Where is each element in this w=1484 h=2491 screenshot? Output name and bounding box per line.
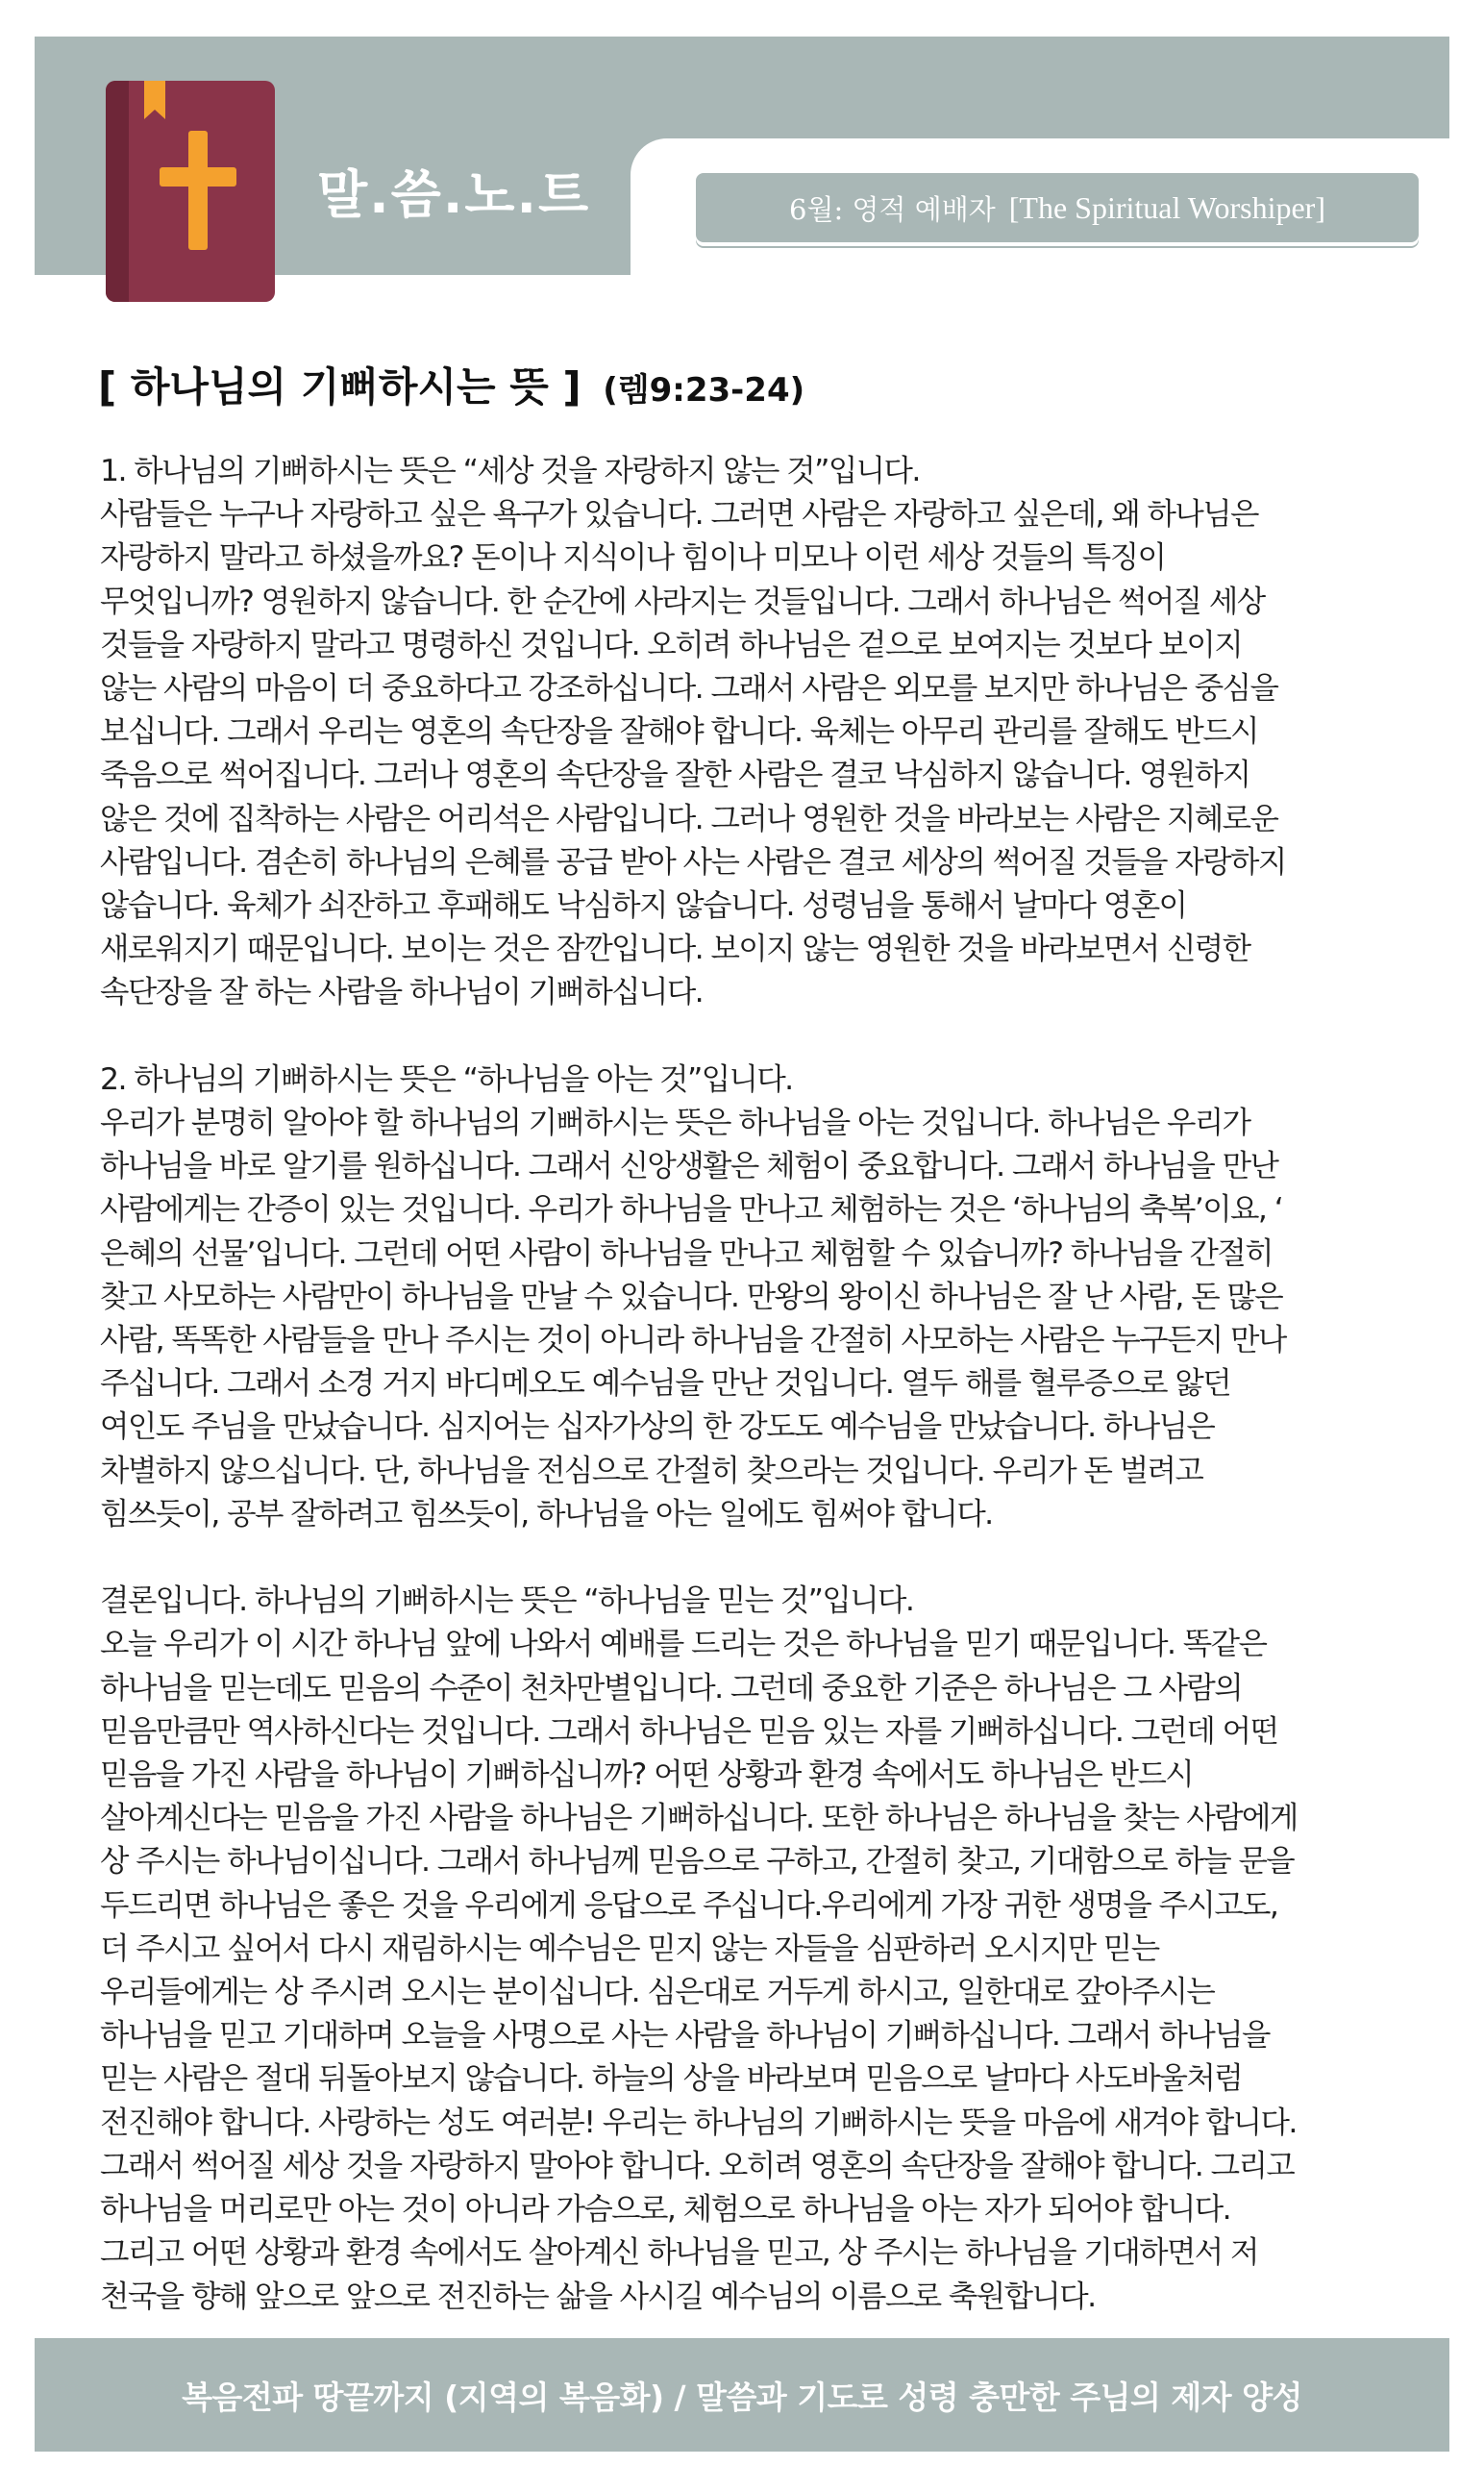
page-header-title: 말.씀.노.트 (317, 164, 591, 225)
body-line: 두드리면 하나님은 좋은 것을 우리에게 응답으로 주십니다.우리에게 가장 귀한 생명을 주시고도, (100, 1887, 1278, 1923)
body-line: 하나님을 머리로만 아는 것이 아니라 가슴으로, 체험으로 하나님을 아는 자가 되어야 합니다. (100, 2192, 1231, 2228)
series-badge (696, 173, 1419, 242)
series-title-en: [The Spiritual Worshiper] (1008, 189, 1325, 225)
body-line: 하나님을 바로 알기를 원하십니다. 그래서 신앙생활은 체험이 중요합니다. 그래서 하나님을 만난 (100, 1149, 1278, 1184)
sermon-title (98, 356, 804, 413)
body-line: 결론입니다. 하나님의 기뻐하시는 뜻은 “하나님을 믿는 것”입니다. (100, 1583, 914, 1619)
body-line: 차별하지 않으십니다. 단, 하나님을 전심으로 간절히 찾으라는 것입니다. 우리가 돈 벌려고 (100, 1453, 1203, 1488)
body-line: 믿는 사람은 절대 뒤돌아보지 않습니다. 하늘의 상을 바라보며 믿음으로 날마다 사도바울처럼 (100, 2061, 1243, 2097)
body-line: 사람들은 누구나 자랑하고 싶은 욕구가 있습니다. 그러면 사람은 자랑하고 싶은데, 왜 하나님은 (100, 497, 1258, 533)
body-line: 죽음으로 썩어집니다. 그러나 영혼의 속단장을 잘한 사람은 결코 낙심하지 않습니다. 영원하지 (100, 758, 1250, 793)
body-line: 않는 사람의 마음이 더 중요하다고 강조하십니다. 그래서 사람은 외모를 보지만 하나님은 중심을 (100, 671, 1278, 707)
sermon-title-text: [ 하나님의 기뻐하시는 뜻 ] (98, 363, 581, 411)
body-line: 1. 하나님의 기뻐하시는 뜻은 “세상 것을 자랑하지 않는 것”입니다. (100, 454, 920, 488)
body-line: 사람, 똑똑한 사람들을 만나 주시는 것이 아니라 하나님을 간절히 사모하는 사람은 누구든지 만나 (100, 1323, 1286, 1358)
body-line: 속단장을 잘 하는 사람을 하나님이 기뻐하십니다. (100, 975, 704, 1010)
body-line: 천국을 향해 앞으로 앞으로 전진하는 삶을 사시길 예수님의 이름으로 축원합니다. (100, 2279, 1096, 2314)
paragraph-gap (100, 1536, 1388, 1580)
body-line: 더 주시고 싶어서 다시 재림하시는 예수님은 믿지 않는 자들을 심판하러 오시지만 믿는 (100, 1931, 1159, 1966)
body-line: 믿음을 가진 사람을 하나님이 기뻐하십니까? 어떤 상황과 환경 속에서도 하나님은 반드시 (100, 1757, 1194, 1793)
bible-book-icon (106, 81, 275, 302)
body-line: 믿음만큼만 역사하신다는 것입니다. 그래서 하나님은 믿음 있는 자를 기뻐하십니다. 그런데 어떤 (100, 1713, 1278, 1749)
body-line: 상 주시는 하나님이십니다. 그래서 하나님께 믿음으로 구하고, 간절히 찾고, 기대함으로 하늘 문을 (100, 1844, 1295, 1880)
body-line: 2. 하나님의 기뻐하시는 뜻은 “하나님을 아는 것”입니다. (100, 1061, 793, 1097)
body-line: 우리들에게는 상 주시려 오시는 분이십니다. 심은대로 거두게 하시고, 일한대로 갚아주시는 (100, 1975, 1215, 2010)
body-line: 주십니다. 그래서 소경 거지 바디메오도 예수님을 만난 것입니다. 열두 해를 혈루증으로 앓던 (100, 1366, 1231, 1402)
body-line: 사람입니다. 겸손히 하나님의 은혜를 공급 받아 사는 사람은 결코 세상의 썩어질 것들을 자랑하지 (100, 844, 1286, 880)
scripture-reference: (렘9:23-24) (603, 371, 805, 410)
body-line: 않습니다. 육체가 쇠잔하고 후패해도 낙심하지 않습니다. 성령님을 통해서 날마다 영혼이 (100, 888, 1187, 924)
body-line: 않은 것에 집착하는 사람은 어리석은 사람입니다. 그러나 영원한 것을 바라보는 사람은 지혜로운 (100, 801, 1278, 836)
body-line: 힘쓰듯이, 공부 잘하려고 힘쓰듯이, 하나님을 아는 일에도 힘써야 합니다. (100, 1496, 993, 1532)
body-line: 하나님을 믿는데도 믿음의 수준이 천차만별입니다. 그런데 중요한 기준은 하나님은 그 사람의 (100, 1670, 1243, 1706)
body-line: 오늘 우리가 이 시간 하나님 앞에 나와서 예배를 드리는 것은 하나님을 믿기 때문입니다. 똑같은 (100, 1627, 1267, 1662)
body-line: 그래서 썩어질 세상 것을 자랑하지 말아야 합니다. 오히려 영혼의 속단장을 잘해야 합니다. 그리고 (100, 2148, 1295, 2183)
body-line: 무엇입니까? 영원하지 않습니다. 한 순간에 사라지는 것들입니다. 그래서 하나님은 썩어질 세상 (100, 584, 1265, 619)
body-line: 자랑하지 말라고 하셨을까요? 돈이나 지식이나 힘이나 미모나 이런 세상 것들의 특징이 (100, 540, 1166, 576)
footer-motto: 복음전파 땅끝까지 (지역의 복음화) / 말씀과 기도로 성령 충만한 주님의 제자 양성 (35, 2338, 1449, 2452)
series-title-ko: 6월: 영적 예배자 (789, 192, 996, 226)
body-line: 찾고 사모하는 사람만이 하나님을 만날 수 있습니다. 만왕의 왕이신 하나님은 잘 난 사람, 돈 많은 (100, 1279, 1283, 1314)
body-line: 것들을 자랑하지 말라고 명령하신 것입니다. 오히려 하나님은 겉으로 보여지는 것보다 보이지 (100, 627, 1243, 662)
sermon-body (100, 450, 1388, 2319)
paragraph-gap (100, 1015, 1388, 1059)
body-line: 새로워지기 때문입니다. 보이는 것은 잠깐입니다. 보이지 않는 영원한 것을 바라보면서 신령한 (100, 932, 1250, 967)
body-line: 살아계신다는 믿음을 가진 사람을 하나님은 기뻐하십니다. 또한 하나님은 하나님을 찾는 사람에게 (100, 1801, 1298, 1836)
body-line: 보십니다. 그래서 우리는 영혼의 속단장을 잘해야 합니다. 육체는 아무리 관리를 잘해도 반드시 (100, 714, 1258, 750)
body-line: 여인도 주님을 만났습니다. 심지어는 십자가상의 한 강도도 예수님을 만났습니다. 하나님은 (100, 1409, 1215, 1445)
body-line: 그리고 어떤 상황과 환경 속에서도 살아계신 하나님을 믿고, 상 주시는 하나님을 기대하면서 저 (100, 2235, 1258, 2271)
body-line: 우리가 분명히 알아야 할 하나님의 기뻐하시는 뜻은 하나님을 아는 것입니다. 하나님은 우리가 (100, 1106, 1250, 1141)
body-line: 전진해야 합니다. 사랑하는 성도 여러분! 우리는 하나님의 기뻐하시는 뜻을 마음에 새겨야 합니다. (100, 2105, 1297, 2140)
body-line: 은혜의 선물’입니다. 그런데 어떤 사람이 하나님을 만나고 체험할 수 있습니까? 하나님을 간절히 (100, 1235, 1273, 1271)
body-line: 하나님을 믿고 기대하며 오늘을 사명으로 사는 사람을 하나님이 기뻐하십니다. 그래서 하나님을 (100, 2018, 1270, 2054)
body-line: 사람에게는 간증이 있는 것입니다. 우리가 하나님을 만나고 체험하는 것은 ‘하나님의 축복’이요, ‘ (100, 1192, 1283, 1228)
